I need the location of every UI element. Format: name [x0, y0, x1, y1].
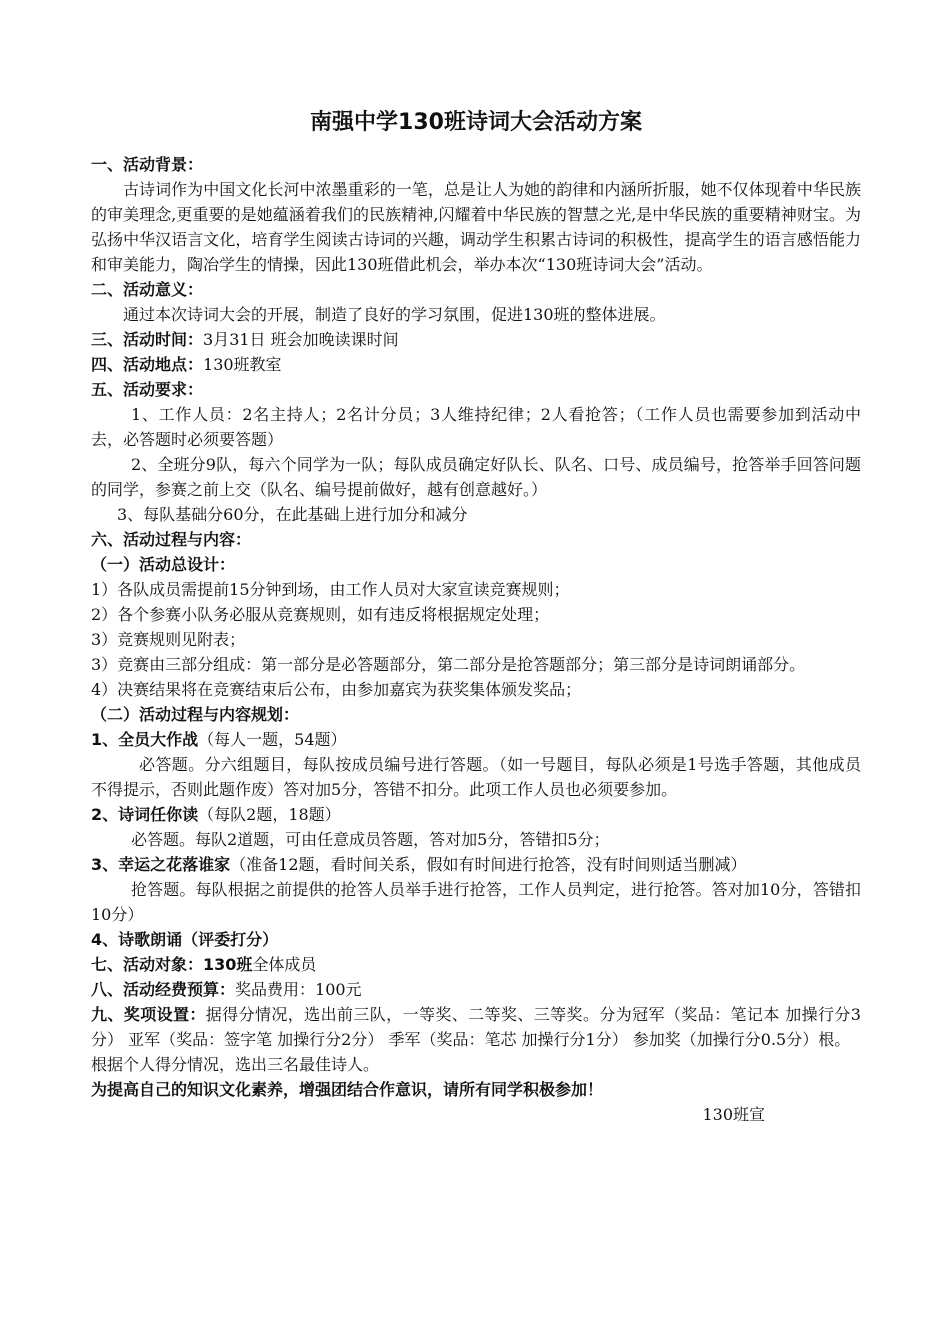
section-heading: 二、活动意义： — [91, 280, 204, 299]
section-value: 130班教室 — [203, 355, 282, 374]
list-item: 3、每队基础分60分，在此基础上进行加分和减分 — [117, 505, 468, 524]
section-budget: 八、活动经费预算：奖品费用：100元 — [91, 980, 362, 999]
closing-call: 为提高自己的知识文化素养，增强团结合作意识，请所有同学积极参加！ — [91, 1080, 604, 1099]
list-item: 1）各队成员需提前15分钟到场，由工作人员对大家宣读竞赛规则； — [91, 580, 570, 599]
list-item: 2、全班分9队，每六个同学为一队；每队成员确定好队长、队名、口号、成员编号，抢答举手回答问题的同学，参赛之前上交（队名、编号提前做好，越有创意越好。） — [91, 455, 861, 499]
subsection-heading: （二）活动过程与内容规划： — [91, 705, 300, 724]
section-heading: 八、活动经费预算： — [91, 980, 236, 999]
section-background — [91, 152, 861, 177]
paragraph: 古诗词作为中国文化长河中浓墨重彩的一笔，总是让人为她的韵律和内涵所折服，她不仅体现着中华民族的审美理念,更重要的是她蕴涵着我们的民族精神,闪耀着中华民族的智慧之光,是中华民族的重要精神财宝。为弘扬中华汉语言文化，培育学生阅读古诗词的兴趣，调动学生积累古诗词的积极性，提高学生的语言感悟能力和审美能力，陶冶学生的情操，因此130班借此机会，举办本次“130班诗词大会”活动。 — [91, 180, 861, 274]
section-location — [91, 352, 861, 377]
part-title: 2、诗词任你读（每队2题，18题） — [91, 805, 341, 824]
paragraph: 必答题。每队2道题，可由任意成员答题，答对加5分，答错扣5分； — [131, 830, 610, 849]
section-requirements — [91, 377, 861, 402]
section-value: 3月31日 班会加晚读课时间 — [203, 330, 399, 349]
list-item: 3）竞赛规则见附表； — [91, 630, 246, 649]
paragraph: 抢答题。每队根据之前提供的抢答人员举手进行抢答，工作人员判定，进行抢答。答对加10分，答错扣10分） — [91, 880, 861, 924]
list-item: 4）决赛结果将在竞赛结束后公布，由参加嘉宾为获奖集体颁发奖品； — [91, 680, 582, 699]
subsection-heading: （一）活动总设计： — [91, 555, 236, 574]
section-significance — [91, 277, 861, 302]
signature: 130班宣 — [702, 1105, 765, 1124]
list-item: 3）竞赛由三部分组成：第一部分是必答题部分，第二部分是抢答题部分；第三部分是诗词朗诵部分。 — [91, 655, 806, 674]
paragraph: 根据个人得分情况，选出三名最佳诗人。 — [91, 1055, 380, 1074]
part-title: 1、全员大作战（每人一题，54题） — [91, 730, 347, 749]
section-heading: 七、活动对象： — [91, 955, 204, 974]
part-title: 4、诗歌朗诵（评委打分） — [91, 930, 279, 949]
section-heading: 四、活动地点： — [91, 355, 204, 374]
part-title: 3、幸运之花落谁家（准备12题，看时间关系，假如有时间进行抢答，没有时间则适当删减） — [91, 855, 747, 874]
section-heading: 三、活动时间： — [91, 330, 204, 349]
section-heading: 五、活动要求： — [91, 380, 204, 399]
list-item: 1、工作人员：2名主持人；2名计分员；3人维持纪律；2人看抢答；（工作人员也需要参加到活动中去，必答题时必须要答题） — [91, 405, 861, 449]
section-target: 七、活动对象：130班全体成员 — [91, 955, 317, 974]
section-time — [91, 327, 861, 352]
list-item: 2）各个参赛小队务必服从竞赛规则，如有违反将根据规定处理； — [91, 605, 550, 624]
section-process — [91, 527, 861, 552]
paragraph: 必答题。分六组题目，每队按成员编号进行答题。（如一号题目，每队必须是1号选手答题，其他成员不得提示，否则此题作废）答对加5分，答错不扣分。此项工作人员也必须要参加。 — [91, 755, 861, 799]
paragraph: 通过本次诗词大会的开展，制造了良好的学习氛围，促进130班的整体进展。 — [123, 305, 666, 324]
document-page — [91, 108, 861, 1127]
section-awards: 九、奖项设置：据得分情况，选出前三队，一等奖、二等奖、三等奖。分为冠军（奖品：笔记本 加操行分3分） 亚军（奖品：签字笔 加操行分2分） 季军（奖品：笔芯 加操行分1分） 参加奖（加操行分0.5分）根。 — [91, 1005, 861, 1049]
section-heading: 九、奖项设置： — [91, 1005, 206, 1024]
section-heading: 一、活动背景： — [91, 155, 204, 174]
section-heading: 六、活动过程与内容： — [91, 530, 252, 549]
document-title: 南强中学130班诗词大会活动方案 — [310, 110, 642, 135]
